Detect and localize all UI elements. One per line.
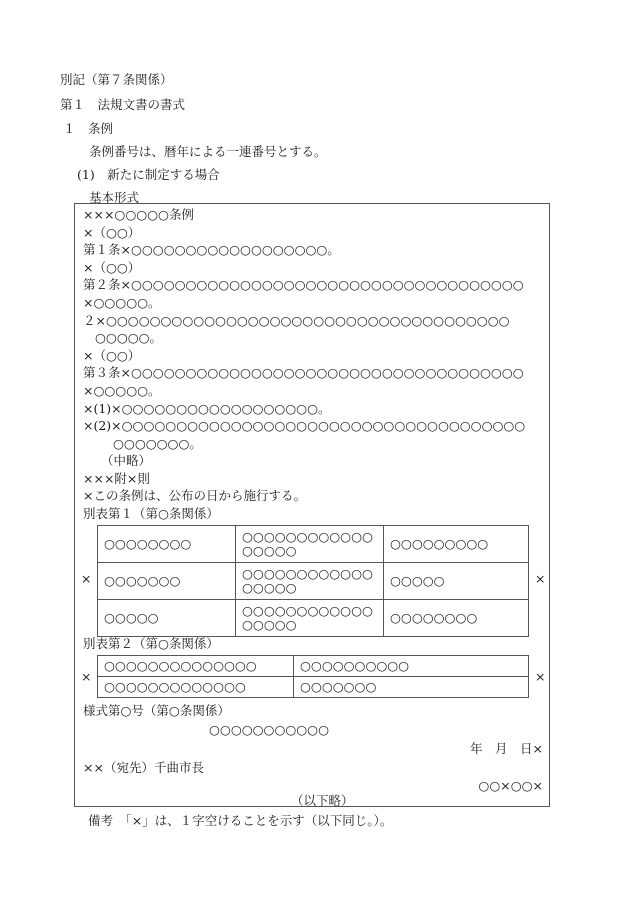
form-title: 様式第○号（第○条関係） — [83, 703, 230, 718]
table1 — [97, 525, 529, 637]
table1-cell: ○○○○○○○○○○○○ ○○○○○ — [236, 600, 384, 637]
box-line: ２×○○○○○○○○○○○○○○○○○○○○○○○○○○○○○○○○○○○○○ — [83, 313, 510, 328]
table2 — [97, 655, 529, 698]
table1-cell: ○○○○○○○○○ — [384, 526, 529, 563]
form-center-text: ○○○○○○○○○○○ — [209, 722, 329, 737]
section-heading: 第１ 法規文書の書式 — [60, 97, 186, 112]
remarks-note: 備考 「×」は、１字空けることを示す（以下同じ。）。 — [88, 813, 393, 828]
appendix-heading: 別記（第７条関係） — [60, 72, 173, 87]
table1-cell: ○○○○○○○○○○○○ ○○○○○ — [236, 526, 384, 563]
example-box — [74, 203, 550, 807]
paragraph: 条例番号は、暦年による一連番号とする。 — [89, 144, 327, 159]
box-line: 第３条×○○○○○○○○○○○○○○○○○○○○○○○○○○○○○○○○○○○○ — [83, 365, 524, 380]
box-line: 第２条×○○○○○○○○○○○○○○○○○○○○○○○○○○○○○○○○○○○○ — [83, 277, 524, 292]
table2-title: 別表第２（第○条関係） — [83, 636, 219, 651]
table1-title: 別表第１（第○条関係） — [83, 506, 219, 521]
box-line: ×（○○） — [83, 225, 141, 240]
table1-cell: ○○○○○ — [384, 563, 529, 600]
table2-left-cross: × — [81, 669, 92, 684]
table2-cell: ○○○○○○○○○○○○○ — [98, 677, 294, 698]
table2-cell: ○○○○○○○○○○○○○○ — [98, 656, 294, 677]
form-addressee: ××（宛先）千曲市長 — [83, 760, 204, 775]
table1-cell: ○○○○○ — [98, 600, 236, 637]
box-line: ×○○○○○。 — [83, 295, 161, 310]
table1-right-cross: × — [535, 571, 546, 586]
box-line: ×（○○） — [83, 348, 141, 363]
basic-form-label: 基本形式 — [89, 190, 140, 205]
table1-cell: ○○○○○○○○ — [98, 526, 236, 563]
box-line: ×××附×則 — [83, 471, 150, 486]
box-line: ×(2)×○○○○○○○○○○○○○○○○○○○○○○○○○○○○○○○○○○○○○ — [83, 418, 526, 433]
sub-heading: (1) 新たに制定する場合 — [77, 167, 220, 182]
form-date: 年 月 日× — [470, 741, 543, 756]
table2-cell: ○○○○○○○○○○ — [294, 656, 529, 677]
box-line: ×この条例は、公布の日から施行する。 — [83, 488, 306, 503]
omitted-note: （以下略） — [291, 793, 354, 808]
box-line: ○○○○○。 — [95, 330, 163, 345]
box-line: ○○○○○○○。 — [113, 436, 202, 451]
table2-right-cross: × — [535, 669, 546, 684]
box-line: ×(1)×○○○○○○○○○○○○○○○○○○。 — [83, 401, 331, 416]
table2-cell: ○○○○○○○ — [294, 677, 529, 698]
table1-cell: ○○○○○○○ — [98, 563, 236, 600]
box-line: （中略） — [101, 453, 152, 468]
item-heading: １ 条例 — [63, 121, 114, 136]
box-line: ×××○○○○○条例 — [83, 207, 194, 222]
form-signature: ○○×○○× — [478, 778, 543, 793]
box-line: ×○○○○○。 — [83, 383, 161, 398]
table1-left-cross: × — [81, 571, 92, 586]
box-line: ×（○○） — [83, 260, 141, 275]
box-line: 第１条×○○○○○○○○○○○○○○○○○○。 — [83, 242, 340, 257]
table1-cell: ○○○○○○○○○○○○ ○○○○○ — [236, 563, 384, 600]
table1-cell: ○○○○○○○○ — [384, 600, 529, 637]
